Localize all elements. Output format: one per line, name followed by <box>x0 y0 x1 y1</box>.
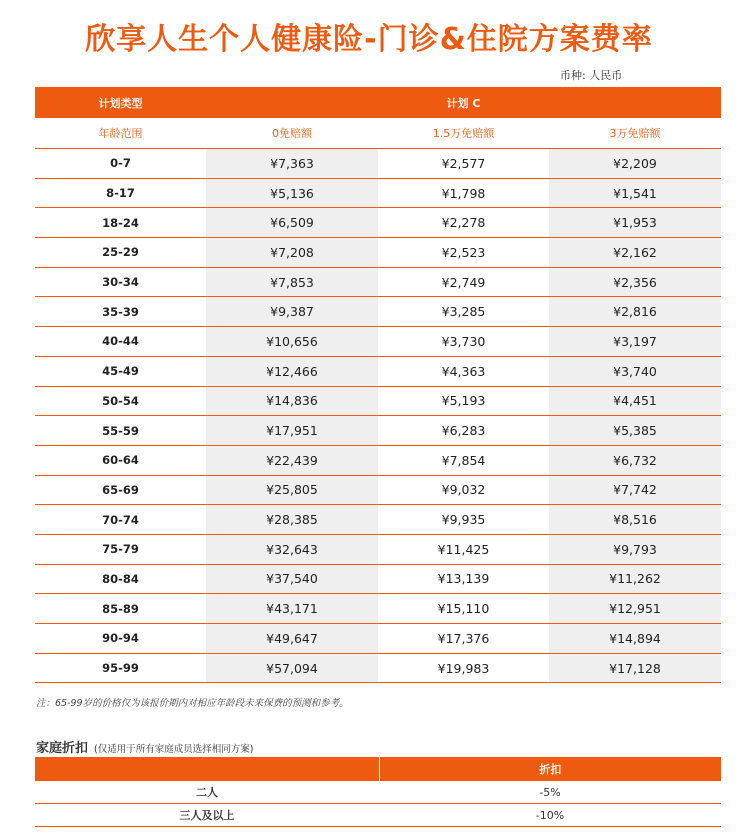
premium-cell: ¥32,643 <box>206 534 378 564</box>
age-range-cell: 45-49 <box>35 356 206 386</box>
premium-cell: ¥37,540 <box>206 564 378 594</box>
premium-cell: ¥12,951 <box>549 594 721 624</box>
premium-cell: ¥13,139 <box>378 564 549 594</box>
premium-cell: ¥7,853 <box>206 267 378 297</box>
premium-cell: ¥5,136 <box>206 178 378 208</box>
premium-cell: ¥11,425 <box>378 534 549 564</box>
deductible-header: 0免赔额 <box>206 118 378 149</box>
table-row <box>35 564 721 594</box>
premium-cell: ¥1,541 <box>549 178 721 208</box>
table-row <box>35 416 721 446</box>
premium-cell: ¥5,385 <box>549 416 721 446</box>
table-row <box>35 534 721 564</box>
family-size-cell: 二人 <box>35 781 379 804</box>
table-row <box>35 505 721 535</box>
table-row <box>35 386 721 416</box>
family-discount-heading: 家庭折扣 <box>36 741 89 756</box>
plan-type-header: 计划类型 <box>35 87 206 118</box>
premium-cell: ¥57,094 <box>206 653 378 683</box>
age-range-cell: 18-24 <box>35 208 206 238</box>
age-range-cell: 50-54 <box>35 386 206 416</box>
premium-cell: ¥2,356 <box>549 267 721 297</box>
premium-cell: ¥4,363 <box>378 356 549 386</box>
table-row <box>35 475 721 505</box>
age-range-cell: 75-79 <box>35 534 206 564</box>
age-range-cell: 40-44 <box>35 327 206 357</box>
table-row <box>35 594 721 624</box>
table-row <box>35 781 721 804</box>
premium-cell: ¥1,953 <box>549 208 721 238</box>
premium-cell: ¥7,363 <box>206 149 378 179</box>
premium-cell: ¥2,523 <box>378 238 549 268</box>
age-range-cell: 25-29 <box>35 238 206 268</box>
table-row <box>35 178 721 208</box>
premium-cell: ¥3,730 <box>378 327 549 357</box>
premium-cell: ¥9,793 <box>549 534 721 564</box>
premium-cell: ¥15,110 <box>378 594 549 624</box>
premium-cell: ¥7,208 <box>206 238 378 268</box>
table-row <box>35 149 721 179</box>
table-row <box>35 356 721 386</box>
premium-cell: ¥17,128 <box>549 653 721 683</box>
page-title: 欣享人生个人健康险-门诊&住院方案费率 <box>85 22 653 57</box>
table-row <box>35 297 721 327</box>
age-range-cell: 0-7 <box>35 149 206 179</box>
family-header-left <box>35 757 379 781</box>
table-row <box>35 624 721 654</box>
premium-cell: ¥12,466 <box>206 356 378 386</box>
premium-cell: ¥14,894 <box>549 624 721 654</box>
premium-cell: ¥9,032 <box>378 475 549 505</box>
premium-cell: ¥10,656 <box>206 327 378 357</box>
premium-cell: ¥2,749 <box>378 267 549 297</box>
premium-cell: ¥2,278 <box>378 208 549 238</box>
premium-cell: ¥14,836 <box>206 386 378 416</box>
premium-cell: ¥6,509 <box>206 208 378 238</box>
premium-cell: ¥7,854 <box>378 445 549 475</box>
discount-header: 折扣 <box>379 757 721 781</box>
plan-name-header: 计划 C <box>206 87 721 118</box>
rate-table-subheader-row <box>35 118 721 149</box>
rate-table <box>35 87 721 683</box>
premium-cell: ¥2,816 <box>549 297 721 327</box>
premium-cell: ¥19,983 <box>378 653 549 683</box>
deductible-header: 3万免赔额 <box>549 118 721 149</box>
table-row <box>35 238 721 268</box>
discount-cell: -5% <box>379 781 721 804</box>
premium-cell: ¥2,577 <box>378 149 549 179</box>
premium-cell: ¥7,742 <box>549 475 721 505</box>
premium-cell: ¥17,376 <box>378 624 549 654</box>
age-range-cell: 8-17 <box>35 178 206 208</box>
family-size-cell: 三人及以上 <box>35 804 379 827</box>
premium-cell: ¥49,647 <box>206 624 378 654</box>
premium-cell: ¥25,805 <box>206 475 378 505</box>
premium-cell: ¥28,385 <box>206 505 378 535</box>
age-range-cell: 35-39 <box>35 297 206 327</box>
premium-cell: ¥3,197 <box>549 327 721 357</box>
premium-cell: ¥43,171 <box>206 594 378 624</box>
age-range-cell: 95-99 <box>35 653 206 683</box>
age-range-header: 年龄范围 <box>35 118 206 149</box>
table-row <box>35 653 721 683</box>
age-range-cell: 70-74 <box>35 505 206 535</box>
table-row <box>35 327 721 357</box>
age-range-cell: 60-64 <box>35 445 206 475</box>
premium-cell: ¥9,935 <box>378 505 549 535</box>
age-range-cell: 55-59 <box>35 416 206 446</box>
deductible-header: 1.5万免赔额 <box>378 118 549 149</box>
table-row <box>35 267 721 297</box>
premium-cell: ¥1,798 <box>378 178 549 208</box>
family-discount-title <box>36 737 253 756</box>
table-row <box>35 208 721 238</box>
premium-cell: ¥5,193 <box>378 386 549 416</box>
premium-cell: ¥11,262 <box>549 564 721 594</box>
premium-cell: ¥6,283 <box>378 416 549 446</box>
discount-cell: -10% <box>379 804 721 827</box>
currency-note: 币种: 人民币 <box>560 69 623 82</box>
age-range-cell: 80-84 <box>35 564 206 594</box>
premium-cell: ¥9,387 <box>206 297 378 327</box>
family-discount-subtitle: (仅适用于所有家庭成员选择相同方案) <box>94 744 254 755</box>
premium-cell: ¥17,951 <box>206 416 378 446</box>
age-range-cell: 65-69 <box>35 475 206 505</box>
table-row <box>35 804 721 827</box>
premium-cell: ¥3,285 <box>378 297 549 327</box>
footnote: 注：65-99岁的价格仅为该报价期内对相应年龄段未来保费的预测和参考。 <box>36 698 349 709</box>
table-row <box>35 445 721 475</box>
premium-cell: ¥4,451 <box>549 386 721 416</box>
premium-cell: ¥2,209 <box>549 149 721 179</box>
premium-cell: ¥2,162 <box>549 238 721 268</box>
age-range-cell: 30-34 <box>35 267 206 297</box>
age-range-cell: 90-94 <box>35 624 206 654</box>
age-range-cell: 85-89 <box>35 594 206 624</box>
premium-cell: ¥6,732 <box>549 445 721 475</box>
rate-table-header-row <box>35 87 721 118</box>
premium-cell: ¥22,439 <box>206 445 378 475</box>
family-discount-header-row <box>35 757 721 781</box>
premium-cell: ¥8,516 <box>549 505 721 535</box>
premium-cell: ¥3,740 <box>549 356 721 386</box>
family-discount-table <box>35 757 721 827</box>
